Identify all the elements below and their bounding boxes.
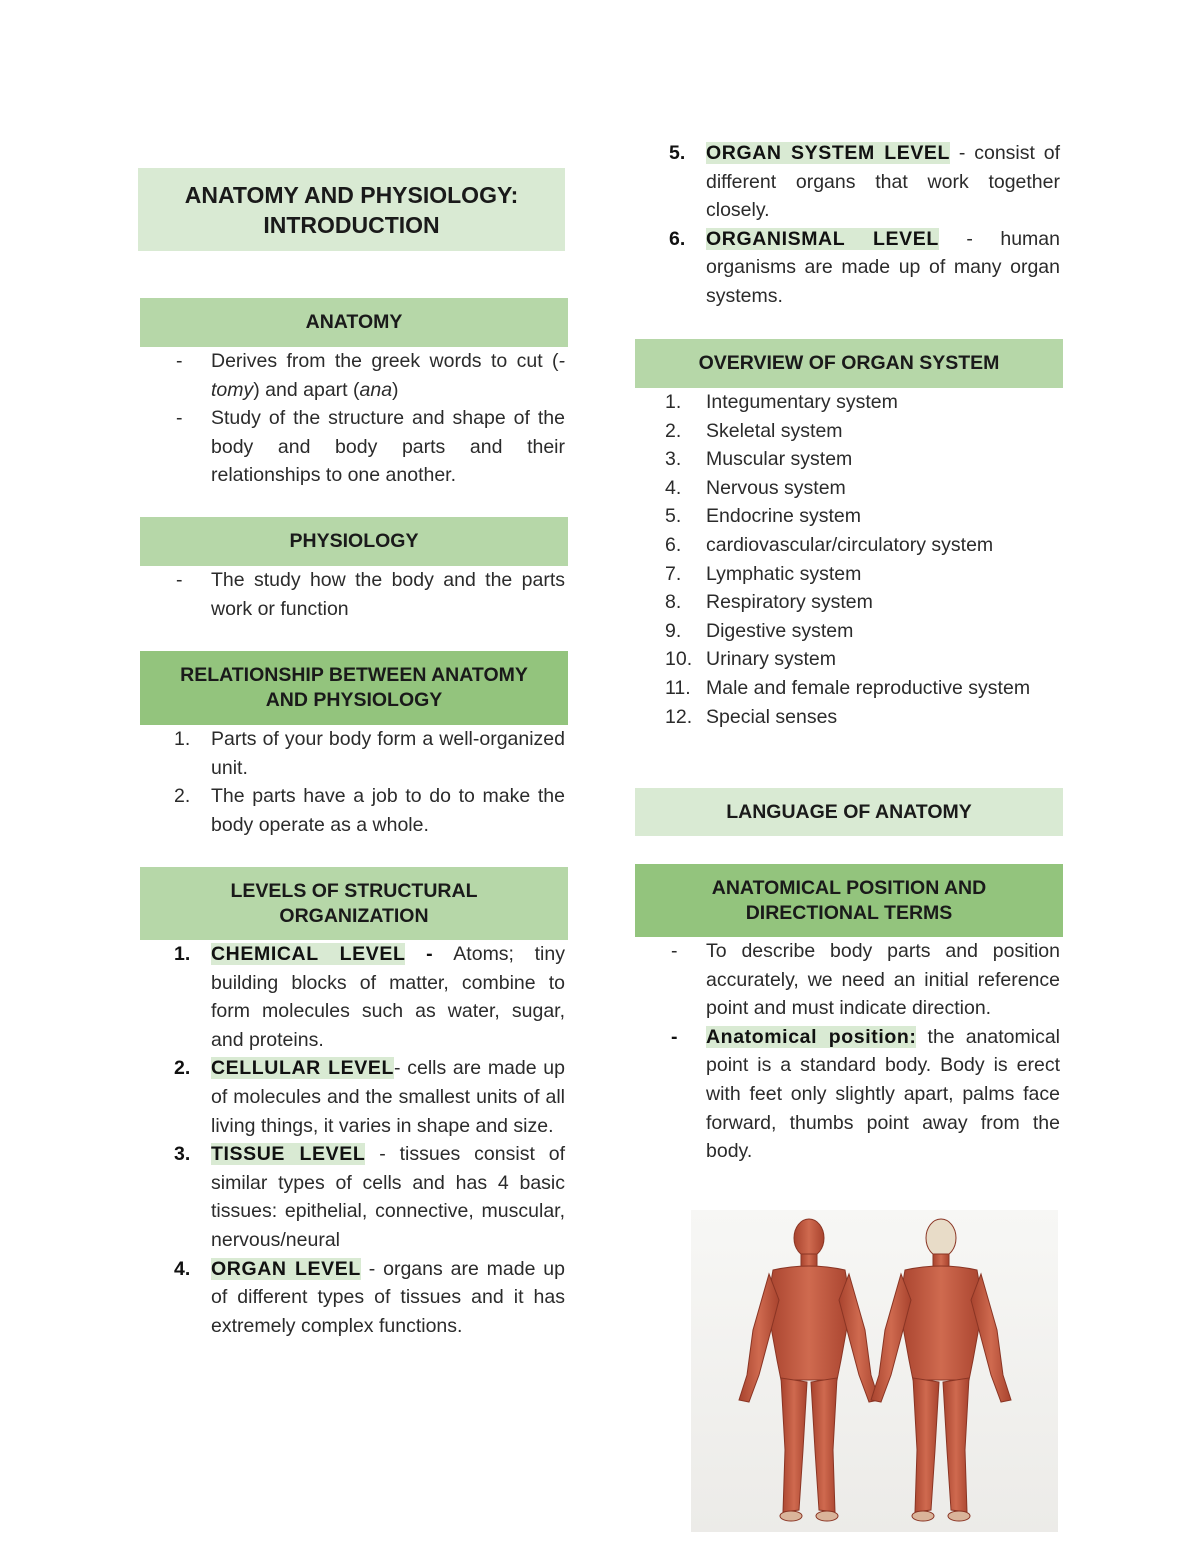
list-item: - Anatomical position: the anatomical point is a standard body. Body is erect with feet only slightly apart, palms face forward, thumbs point away from the body. xyxy=(671,1025,1060,1163)
language-header: LANGUAGE OF ANATOMY xyxy=(635,788,1063,836)
anatomy-list xyxy=(140,347,565,490)
organ-system-header: OVERVIEW OF ORGAN SYSTEM xyxy=(635,339,1063,388)
list-item: - The study how the body and the parts work or function xyxy=(176,569,565,620)
list-item: 6. cardiovascular/circulatory system xyxy=(665,533,994,556)
anatomical-position-header: ANATOMICAL POSITION AND DIRECTIONAL TERMS xyxy=(635,864,1063,937)
list-item: - To describe body parts and position accurately, we need an initial reference point and must indicate direction. xyxy=(671,940,1060,1020)
list-item: 5. ORGAN SYSTEM LEVEL - consist of different organs that work together closely. xyxy=(669,142,1060,222)
list-item: 4. ORGAN LEVEL - organs are made up of different types of tissues and it has extremely complex functions. xyxy=(174,1257,565,1337)
muscle-body-illustration xyxy=(691,1210,1058,1532)
list-item: 11. Male and female reproductive system xyxy=(665,676,1031,699)
list-item: 3. TISSUE LEVEL - tissues consist of similar types of cells and has 4 basic tissues: epithelial, connective, muscular, nervous/neural xyxy=(174,1143,565,1251)
list-item: 1. Integumentary system xyxy=(665,391,898,413)
list-item: - Study of the structure and shape of the body and body parts and their relationships to one another. xyxy=(176,407,565,487)
physiology-header: PHYSIOLOGY xyxy=(140,517,568,566)
anatomy-header: ANATOMY xyxy=(140,298,568,347)
levels-list-continued xyxy=(635,139,1060,311)
list-item: 8. Respiratory system xyxy=(665,591,873,614)
list-item: - Derives from the greek words to cut (-tomy) and apart (ana) xyxy=(176,350,565,401)
levels-header: LEVELS OF STRUCTURAL ORGANIZATION xyxy=(140,867,568,940)
levels-list xyxy=(140,940,565,1340)
list-item: 10. Urinary system xyxy=(665,648,837,671)
list-item: 6. ORGANISMAL LEVEL - human organisms are made up of many organ systems. xyxy=(669,227,1060,307)
muscle-anatomy-figure xyxy=(691,1210,1058,1532)
list-item: 3. Muscular system xyxy=(665,448,853,471)
list-item: 9. Digestive system xyxy=(665,619,854,642)
list-item: 2. Skeletal system xyxy=(665,419,843,442)
organ-system-list xyxy=(635,388,1060,731)
list-item: 12. Special senses xyxy=(665,705,838,728)
list-item: 7. Lymphatic system xyxy=(665,562,862,585)
list-item: 1. Parts of your body form a well-organized unit. xyxy=(174,728,565,779)
front-view-figure xyxy=(739,1219,879,1521)
physiology-list xyxy=(140,566,565,623)
anatomical-position-list xyxy=(635,937,1060,1166)
back-view-figure xyxy=(871,1219,1011,1521)
list-item: 4. Nervous system xyxy=(665,476,846,499)
page-title: ANATOMY AND PHYSIOLOGY: INTRODUCTION xyxy=(138,168,565,251)
relationship-list xyxy=(140,725,565,839)
list-item: 5. Endocrine system xyxy=(665,505,861,528)
list-item: 2. CELLULAR LEVEL- cells are made up of molecules and the smallest units of all living things, it varies in shape and size. xyxy=(174,1057,565,1137)
relationship-header: RELATIONSHIP BETWEEN ANATOMY AND PHYSIOLOGY xyxy=(140,651,568,725)
list-item: 1. CHEMICAL LEVEL - Atoms; tiny building blocks of matter, combine to form molecules such as water, sugar, and proteins. xyxy=(174,943,565,1051)
list-item: 2. The parts have a job to do to make the body operate as a whole. xyxy=(174,785,565,836)
